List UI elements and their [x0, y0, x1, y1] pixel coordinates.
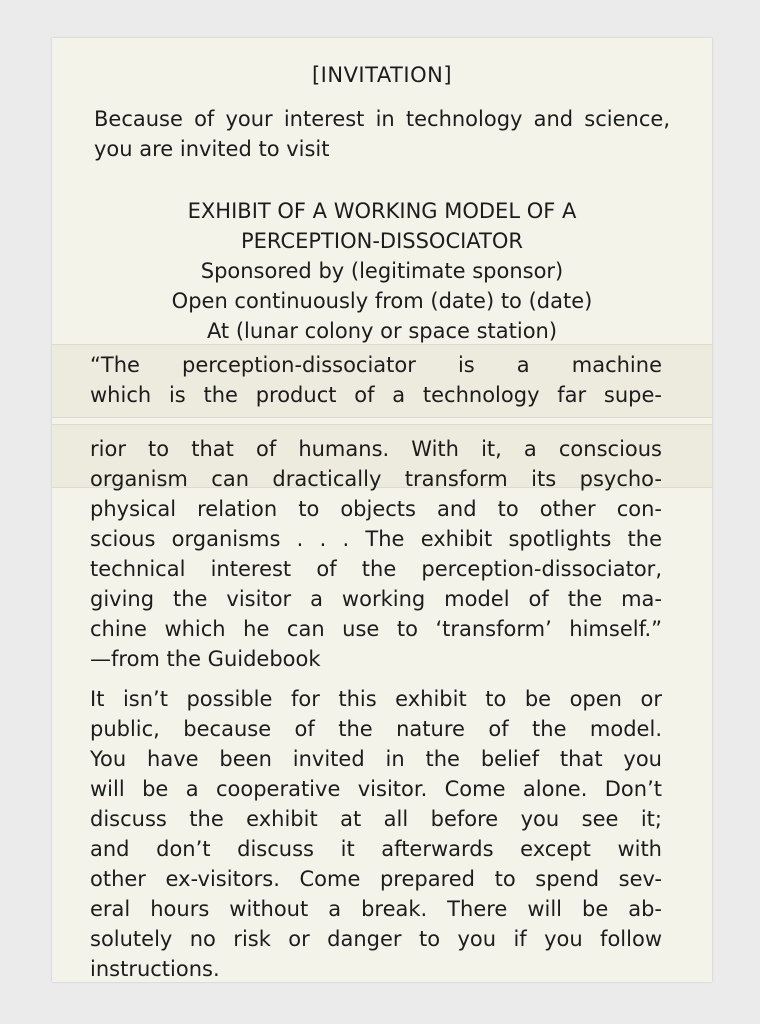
- quote-line: giving the visitor a working model of the ma-: [90, 587, 662, 611]
- body-line: discuss the exhibit at all before you see it;: [90, 807, 662, 831]
- quote-attribution: —from the Guidebook: [90, 647, 321, 671]
- body-line: public, because of the nature of the model.: [90, 717, 662, 741]
- exhibit-heading-line-2: PERCEPTION-DISSOCIATOR: [240, 229, 523, 253]
- body-line: and don’t discuss it afterwards except with: [90, 837, 662, 861]
- quote-upper: [90, 350, 662, 410]
- quote-lower: [90, 434, 662, 674]
- exhibit-block: [52, 196, 712, 346]
- exhibit-heading-line-1: EXHIBIT OF A WORKING MODEL OF A: [187, 199, 577, 223]
- body-line: eral hours without a break. There will be ab-: [90, 897, 662, 921]
- closing-paragraph: [90, 684, 662, 984]
- quote-line: technical interest of the perception-dissociator,: [90, 557, 662, 581]
- body-line: other ex-visitors. Come prepared to spend sev-: [90, 867, 662, 891]
- quote-line: physical relation to objects and to other con-: [90, 497, 662, 521]
- quote-line: scious organisms . . . The exhibit spotlights the: [90, 527, 662, 551]
- body-line: instructions.: [90, 957, 220, 981]
- exhibit-sponsor: Sponsored by (legitimate sponsor): [200, 259, 564, 283]
- quote-line: “The perception-dissociator is a machine: [90, 353, 662, 377]
- quote-line: organism can dractically transform its psycho-: [90, 467, 662, 491]
- quote-line: which is the product of a technology far supe-: [90, 383, 662, 407]
- quote-line: rior to that of humans. With it, a conscious: [90, 437, 662, 461]
- body-line: You have been invited in the belief that you: [90, 747, 662, 771]
- invitation-title: [INVITATION]: [311, 63, 453, 87]
- intro-paragraph: Because of your interest in technology and science, you are invited to visit: [94, 107, 670, 161]
- exhibit-location: At (lunar colony or space station): [206, 319, 558, 343]
- body-line: It isn’t possible for this exhibit to be open or: [90, 687, 662, 711]
- exhibit-dates: Open continuously from (date) to (date): [171, 289, 593, 313]
- body-line: solutely no risk or danger to you if you follow: [90, 927, 662, 951]
- body-line: will be a cooperative visitor. Come alone. Don’t: [90, 777, 662, 801]
- invitation-card: [52, 38, 712, 982]
- quote-line: chine which he can use to ‘transform’ himself.”: [90, 617, 662, 641]
